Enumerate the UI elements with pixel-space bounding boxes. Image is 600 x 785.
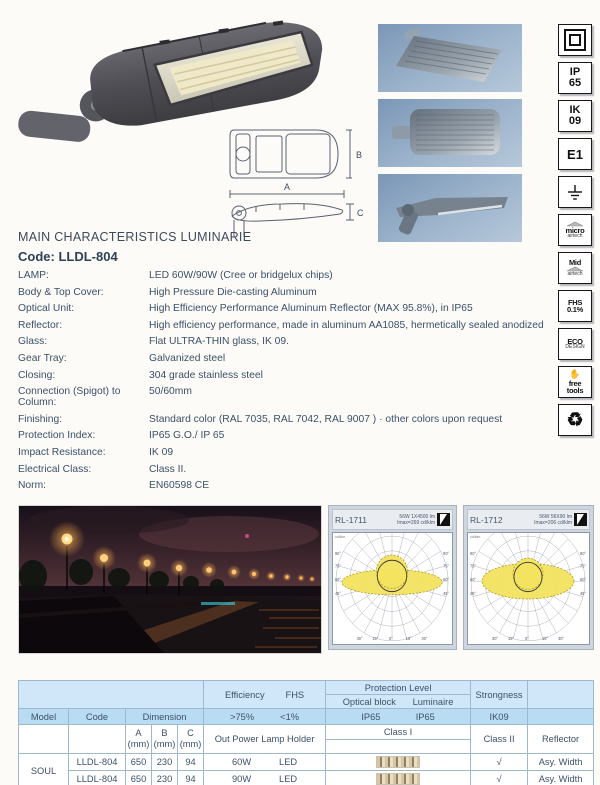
spec-label: Optical Unit: (18, 303, 75, 315)
header-empty (528, 709, 594, 725)
cell-a: 650 (126, 771, 152, 785)
tick: 60° (580, 577, 587, 583)
diagram-spec (397, 514, 435, 526)
spec-row (18, 270, 588, 281)
header-dimension: Dimension (126, 709, 204, 725)
cell-model: SOUL (19, 754, 69, 785)
header-efficiency: Efficiency (224, 689, 265, 700)
spec-value: EN60598 CE (149, 480, 210, 492)
tick: 90° (470, 550, 477, 557)
spec-row (18, 430, 588, 441)
tick: 15° (372, 635, 379, 641)
dim-c: C (187, 728, 194, 739)
spec-row (18, 370, 588, 381)
lab-logo-icon (574, 513, 587, 526)
tick: 90° (580, 550, 587, 557)
cell-class1-hologram (326, 771, 471, 785)
cell-b: 230 (152, 771, 178, 785)
spec-label: Norm: (18, 480, 47, 492)
spec-value: IP65 G.O./ IP 65 (149, 430, 225, 442)
spec-label: Glass: (18, 336, 48, 348)
dimension-drawing (220, 120, 378, 238)
spec-row (18, 336, 588, 347)
tick: 0° (525, 635, 529, 641)
spec-value: IK 09 (149, 446, 174, 458)
cell-empty (19, 725, 69, 754)
power-value: 60W (231, 757, 252, 767)
value-efficiency: >75% (230, 711, 255, 722)
spec-label: Protection Index: (18, 430, 96, 442)
tick: 0° (389, 635, 393, 641)
header-out-power: Out Power Lamp Holder (204, 725, 326, 754)
cell-c: 94 (178, 771, 204, 785)
recycle-icon: ♻ (566, 409, 584, 431)
tick: 30° (356, 635, 363, 641)
cell-power (204, 754, 326, 771)
header-protection-sub (326, 695, 471, 709)
detail-photo-heatsink-angled (378, 24, 522, 92)
badge-micro-sub: airtech (567, 233, 583, 240)
spec-value: High Efficiency Performance Aluminum Reflector (MAX 95.8%), in IP65 (149, 303, 473, 315)
spec-row (18, 480, 588, 491)
badge-eco-text: ECO (567, 336, 583, 346)
cell-c: 94 (178, 754, 204, 771)
spec-label: Electrical Class: (18, 463, 92, 475)
class1-label: Class I (326, 725, 470, 740)
cell-reflector: Asy. Width (528, 771, 594, 785)
tick: 45° (580, 590, 587, 596)
badge-e1 (558, 138, 592, 170)
spec-value: Flat ULTRA-THIN glass, IK 09. (149, 336, 289, 348)
tick: 15° (405, 635, 412, 641)
polar-diagram (467, 532, 590, 645)
badge-frame (558, 24, 592, 56)
spec-row (18, 386, 588, 408)
spec-row (18, 287, 588, 298)
badge-free-text: free (568, 378, 582, 388)
spec-value: High efficiency performance, made in aluminum AA1085, hermetically sealed anodized (149, 319, 544, 331)
header-strongness: Strongness (471, 681, 528, 709)
spec-value: Galvanized steel (149, 352, 226, 364)
tick: 30° (492, 635, 499, 641)
photometric-panel-rl1711 (328, 505, 457, 650)
product-code: Code: LLDL-804 (18, 249, 118, 264)
cell-class2-check: √ (471, 771, 528, 785)
spec-row (18, 303, 588, 314)
value-ip65-optical: IP65 (361, 711, 381, 722)
diagram-lamp: 56W 1X4500 lm (399, 513, 435, 520)
spec-label: Reflector: (18, 319, 63, 331)
spec-value: 50/60mm (149, 386, 192, 398)
section-title: MAIN CHARACTERISTICS LUMINARIE (18, 230, 252, 244)
diagram-title: RL-1712 (470, 514, 503, 525)
badge-ip-text: IP (569, 66, 581, 78)
header-dim-a (126, 725, 152, 754)
cell-power (204, 771, 326, 785)
spec-row (18, 464, 588, 475)
detail-photo-side-profile (378, 174, 522, 242)
tick: 60° (334, 577, 341, 583)
badge-mid-text: Mid (568, 257, 581, 267)
dim-label-b: B (356, 150, 363, 160)
badge-ip65 (558, 62, 592, 94)
tick: 75° (334, 563, 341, 569)
spec-value: Class II. (149, 463, 187, 475)
header-empty (528, 681, 594, 709)
diagram-spec (534, 514, 572, 526)
dim-a: A (135, 728, 142, 739)
spec-row (18, 353, 588, 364)
tick: 75° (470, 563, 477, 569)
header-class1 (326, 725, 471, 754)
header-protection-level: Protection Level (326, 681, 471, 695)
photometric-panel-rl1712 (463, 505, 594, 650)
power-value: 90W (231, 774, 252, 784)
value-fhs: <1% (280, 711, 300, 722)
hologram-sticker (376, 756, 420, 768)
dim-label-a: A (284, 182, 291, 192)
tick: 60° (470, 577, 477, 583)
badge-ik-value: 09 (568, 115, 582, 127)
badge-fhs-text: FHS (567, 297, 583, 307)
tick: 45° (443, 590, 450, 596)
tick: 75° (443, 563, 450, 569)
value-ip65-luminaire: IP65 (415, 711, 435, 722)
diagram-title: RL-1711 (335, 514, 367, 525)
spec-label: Gear Tray: (18, 352, 67, 364)
double-square-icon (564, 29, 586, 51)
spec-label: Finishing: (18, 413, 63, 425)
hologram-sticker (376, 773, 420, 785)
polar-diagram (332, 532, 453, 645)
tick: 30° (421, 635, 428, 641)
holder-value: LED (279, 774, 298, 784)
cell-class1-hologram (326, 754, 471, 771)
header-luminaire: Luminaire (412, 696, 454, 707)
spec-label: Impact Resistance: (18, 446, 106, 458)
badge-tools-text: tools (566, 386, 584, 395)
header-efficiency-values (204, 709, 326, 725)
tick: 15° (542, 635, 549, 641)
badge-mid-sub: airtech (567, 271, 583, 278)
cell-code: LLDL-804 (69, 771, 126, 785)
dim-c-unit: (mm) (179, 739, 202, 749)
header-reflector: Reflector (528, 725, 594, 754)
tick: 60° (443, 577, 450, 583)
badge-micro-text: micro (565, 225, 585, 235)
header-optical-block: Optical block (342, 696, 396, 707)
hand-icon: ✋ (569, 368, 581, 379)
badge-fhs-value: 0.1% (567, 305, 583, 314)
header-class2: Class II (471, 725, 528, 754)
dim-b-unit: (mm) (153, 739, 176, 749)
tick: 30° (558, 635, 565, 641)
dimension-drawing-svg (220, 120, 378, 238)
header-fhs: FHS (285, 689, 305, 700)
spec-row (18, 447, 588, 458)
tick: 75° (580, 563, 587, 569)
cell-reflector: Asy. Width (528, 754, 594, 771)
tick: 45° (334, 590, 341, 596)
units-label: cd/klm (334, 535, 346, 540)
spec-value: LED 60W/90W (Cree or bridgelux chips) (149, 270, 333, 281)
dim-label-c: C (357, 208, 364, 218)
dim-b: B (161, 728, 168, 739)
header-dim-c (178, 725, 204, 754)
night-scene (19, 506, 321, 653)
cell-a: 650 (126, 754, 152, 771)
earth-ground-icon (565, 182, 585, 202)
spec-value: 304 grade stainless steel (149, 369, 263, 381)
spec-row (18, 414, 588, 425)
spec-label: Closing: (18, 369, 56, 381)
spec-value: Standard color (RAL 7035, RAL 7042, RAL 9007 ) · other colors upon request (149, 413, 503, 425)
diagram-imax: Imax=269 cd/klm (397, 519, 435, 526)
badge-ik09 (558, 100, 592, 132)
value-ik09: IK09 (471, 709, 528, 725)
header-code: Code (69, 709, 126, 725)
spec-label: Connection (Spigot) to Column: (18, 386, 121, 409)
diagram-lamp: 56W 56X90 lm (539, 513, 572, 520)
tick: 45° (470, 590, 477, 596)
product-spec-table (18, 680, 594, 785)
cell-empty (69, 725, 126, 754)
cell-b: 230 (152, 754, 178, 771)
spec-value: High Pressure Die-casting Aluminum (149, 286, 317, 298)
holder-value: LED (279, 757, 298, 767)
header-model: Model (19, 709, 69, 725)
dim-a-unit: (mm) (127, 739, 150, 749)
tick: 90° (443, 550, 450, 557)
diagram-header (467, 509, 590, 530)
header-empty (19, 681, 204, 709)
badge-eco-sub: DESIGN (565, 344, 585, 351)
units-label: cd/klm (470, 535, 481, 540)
tick: 90° (334, 550, 341, 557)
badge-micro-airtech (558, 214, 592, 246)
tick: 15° (508, 635, 515, 641)
header-ip-values (326, 709, 471, 725)
lab-logo-icon (437, 513, 450, 526)
detail-photo-column (378, 24, 522, 249)
badge-ip-value: 65 (568, 77, 582, 89)
class1-empty (326, 740, 470, 753)
badge-earth (558, 176, 592, 208)
header-efficiency-fhs (204, 681, 326, 709)
diagram-header (332, 509, 453, 530)
spec-list (18, 270, 588, 497)
application-night-photo (18, 505, 322, 654)
spec-label: LAMP: (18, 270, 49, 281)
diagram-imax: Imax=206 cd/klm (534, 519, 572, 526)
detail-photo-heatsink-top (378, 99, 522, 167)
cell-class2-check: √ (471, 754, 528, 771)
spec-label: Body & Top Cover: (18, 286, 104, 298)
header-dim-b (152, 725, 178, 754)
cell-code: LLDL-804 (69, 754, 126, 771)
badge-e1-text: E1 (567, 146, 583, 162)
spec-row (18, 320, 588, 331)
badge-ik-text: IK (569, 104, 581, 116)
